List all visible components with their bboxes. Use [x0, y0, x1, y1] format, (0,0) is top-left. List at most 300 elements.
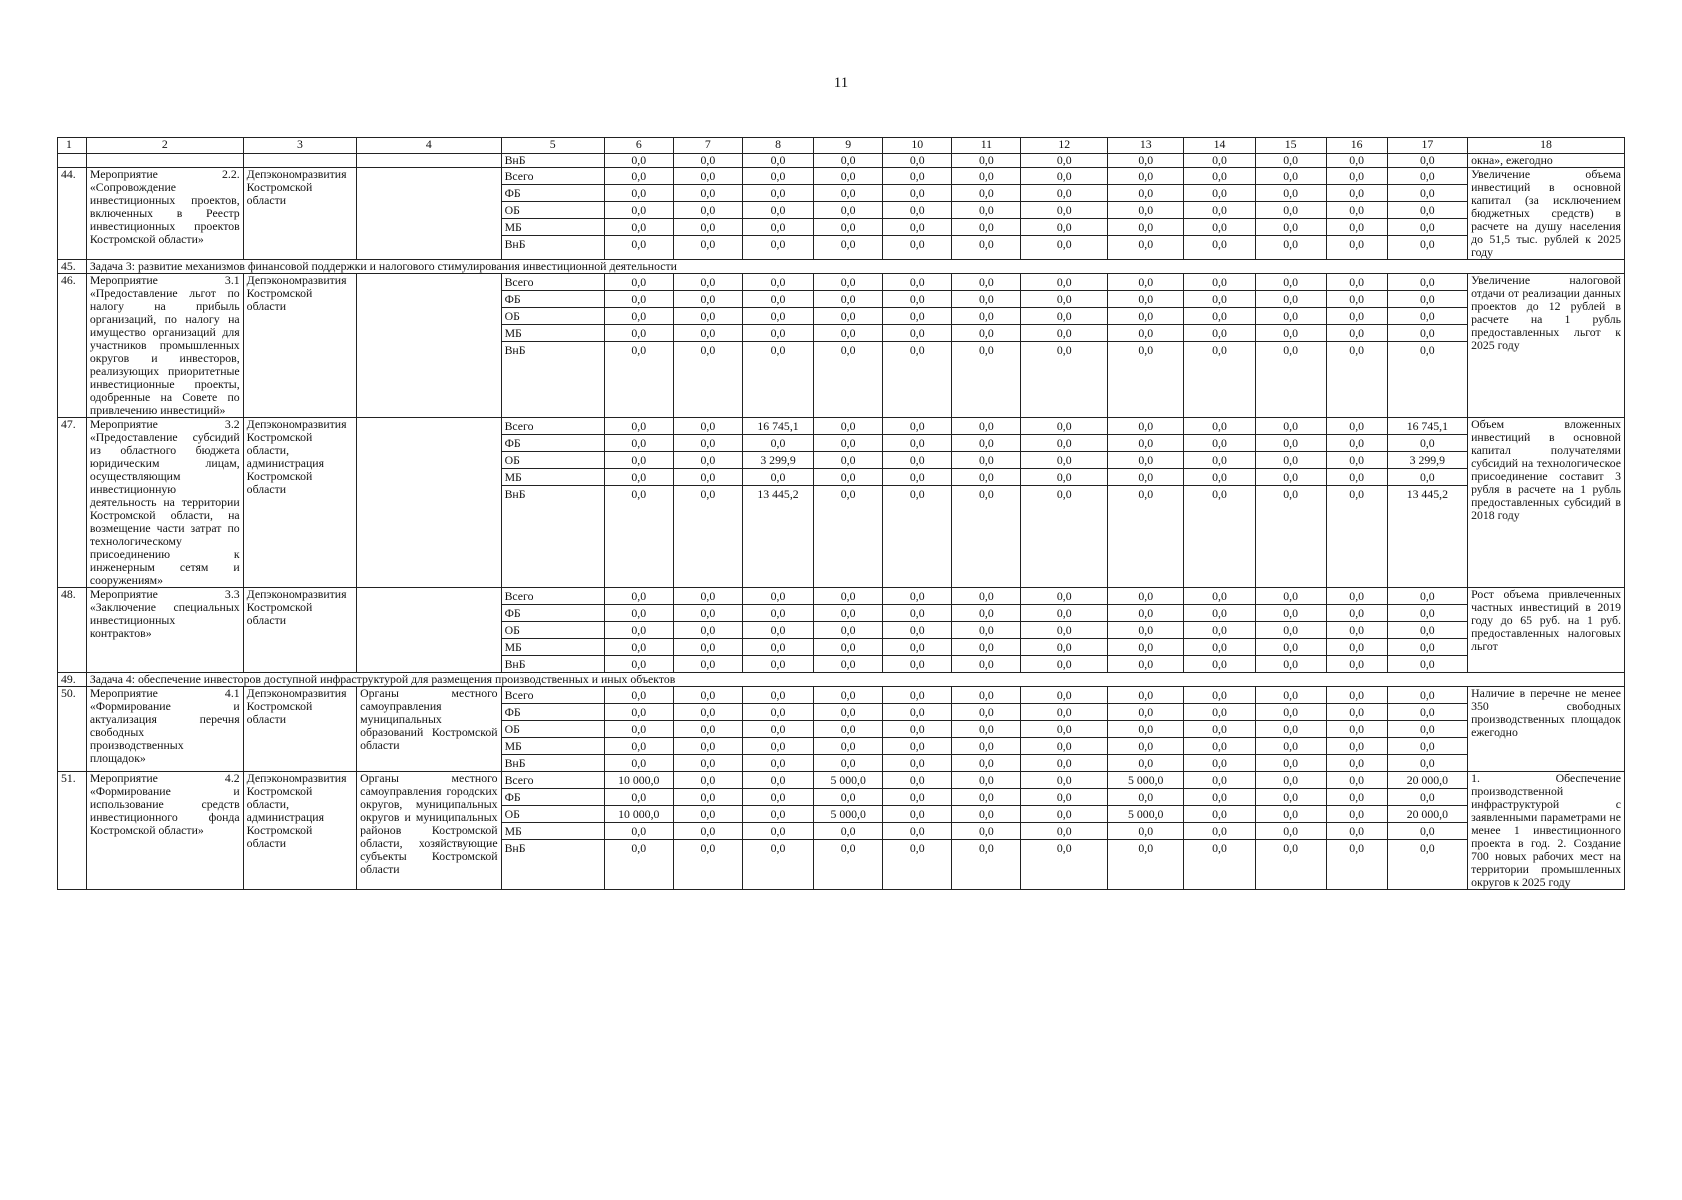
value-column [1184, 168, 1255, 260]
value-cell: 0,0 [1327, 219, 1387, 236]
value-cell: 0,0 [674, 721, 742, 738]
coexecutor-cell [357, 274, 501, 418]
value-cell: 0,0 [952, 185, 1020, 202]
value-cell: 0,0 [1021, 639, 1107, 656]
value-cell: 0,0 [1108, 452, 1183, 469]
value-cell: 0,0 [1388, 168, 1467, 185]
value-cell: 0,0 [814, 738, 882, 755]
value-cell: 0,0 [605, 291, 673, 308]
funding-source: ФБ [502, 291, 604, 308]
value-cell: 0,0 [742, 154, 813, 168]
value-cell: 0,0 [1388, 721, 1467, 738]
value-cell: 0,0 [814, 721, 882, 738]
funding-source: ФБ [502, 605, 604, 622]
value-cell: 0,0 [883, 202, 951, 219]
value-cell: 0,0 [952, 823, 1020, 840]
value-cell: 0,0 [883, 154, 952, 168]
value-cell: 0,0 [979, 756, 994, 770]
value-cell: 0,0 [1349, 487, 1365, 501]
value-cell: 0,0 [1256, 274, 1326, 291]
value-cell: 0,0 [1021, 772, 1107, 789]
table-row [58, 687, 1625, 772]
value-column [673, 168, 742, 260]
value-cell: 0,0 [674, 168, 742, 185]
value-cell: 0,0 [1327, 202, 1387, 219]
activity-name: Мероприятие 4.1 «Формирование и актуализация перечня свободных производственных площадок» [86, 687, 243, 772]
value-cell: 0,0 [605, 704, 673, 721]
value-cell: 0,0 [1021, 435, 1107, 452]
value-cell: 0,0 [1388, 687, 1467, 704]
value-cell: 0,0 [1256, 308, 1326, 325]
value-column [1184, 418, 1255, 588]
executor-cell: Депэкономразвития Костромской области [243, 274, 356, 418]
value-cell: 0,0 [814, 435, 882, 452]
value-cell: 0,0 [743, 185, 813, 202]
row-number: 45. [58, 260, 87, 274]
value-cell: 0,0 [605, 605, 673, 622]
value-column [1021, 588, 1108, 673]
value-cell: 0,0 [1388, 823, 1467, 840]
value-cell: 0,0 [909, 487, 925, 501]
value-cell: 0,0 [743, 772, 813, 789]
value-cell: 0,0 [1184, 418, 1254, 435]
value-cell: 0,0 [1388, 435, 1467, 452]
coexecutor-cell: Органы местного самоуправления городских округов, муниципальных округов и муниципальных районов Костромской области, хозяйствующие субъекты Костромской области [357, 772, 501, 890]
value-cell: 0,0 [883, 469, 951, 486]
coexecutor-cell: Органы местного самоуправления муниципальных образований Костромской области [357, 687, 501, 772]
value-cell: 0,0 [1108, 325, 1183, 342]
value-cell: 0,0 [883, 588, 951, 605]
value-column [952, 274, 1021, 418]
value-column [673, 588, 742, 673]
value-cell: 0,0 [840, 841, 856, 855]
value-cell: 0,0 [1349, 237, 1365, 251]
funding-source: Всего [502, 588, 604, 605]
value-cell: 0,0 [952, 219, 1020, 236]
value-cell: 0,0 [952, 154, 1021, 168]
value-cell: 0,0 [674, 806, 742, 823]
column-header: 18 [1468, 138, 1625, 154]
value-column [883, 168, 952, 260]
value-cell: 0,0 [1108, 588, 1183, 605]
value-cell: 0,0 [1056, 343, 1072, 357]
value-column [604, 418, 673, 588]
value-cell: 0,0 [883, 823, 951, 840]
value-column [1108, 418, 1184, 588]
value-cell: 0,0 [814, 274, 882, 291]
value-cell: 0,0 [674, 274, 742, 291]
value-cell: 0,0 [1184, 168, 1254, 185]
value-cell: 0,0 [743, 588, 813, 605]
value-column [1326, 772, 1387, 890]
value-cell: 0,0 [952, 622, 1020, 639]
value-cell: 0,0 [743, 202, 813, 219]
value-cell: 0,0 [1327, 704, 1387, 721]
value-cell: 0,0 [883, 308, 951, 325]
value-cell: 0,0 [1419, 756, 1435, 770]
value-cell: 0,0 [1388, 738, 1467, 755]
value-cell: 0,0 [883, 789, 951, 806]
value-cell: 0,0 [674, 639, 742, 656]
value-column [883, 772, 952, 890]
funding-sources [501, 588, 604, 673]
value-column [742, 168, 813, 260]
value-cell: 0,0 [743, 435, 813, 452]
value-cell: 0,0 [1388, 639, 1467, 656]
value-cell: 0,0 [1327, 605, 1387, 622]
table-body [58, 138, 1625, 890]
value-cell: 0,0 [1108, 823, 1183, 840]
value-cell: 0,0 [1184, 154, 1255, 168]
value-cell: 0,0 [952, 325, 1020, 342]
funding-source: МБ [502, 823, 604, 840]
value-cell: 0,0 [674, 469, 742, 486]
value-cell: 0,0 [952, 605, 1020, 622]
value-cell: 0,0 [1108, 721, 1183, 738]
value-cell: 0,0 [1184, 274, 1254, 291]
value-cell: 5 000,0 [814, 772, 882, 789]
value-cell: 0,0 [952, 308, 1020, 325]
value-cell: 0,0 [909, 841, 925, 855]
value-cell: 0,0 [1184, 721, 1254, 738]
value-cell: 0,0 [1108, 704, 1183, 721]
table-row [58, 154, 1625, 168]
value-cell: 0,0 [743, 823, 813, 840]
value-cell: 0,0 [909, 657, 925, 671]
value-cell: 0,0 [605, 789, 673, 806]
executor-cell: Депэкономразвития Костромской области [243, 687, 356, 772]
value-cell: 0,0 [979, 841, 994, 855]
value-cell: 0,0 [1327, 469, 1387, 486]
value-cell: 0,0 [1108, 435, 1183, 452]
value-cell: 0,0 [1021, 721, 1107, 738]
value-cell: 0,0 [814, 154, 883, 168]
column-header: 2 [86, 138, 243, 154]
value-cell: 0,0 [1283, 756, 1299, 770]
value-cell: 0,0 [1256, 772, 1326, 789]
value-cell: 20 000,0 [1388, 772, 1467, 789]
funding-source: Всего [502, 274, 604, 291]
value-cell: 0,0 [674, 588, 742, 605]
value-cell: 0,0 [674, 308, 742, 325]
value-column [1184, 274, 1255, 418]
value-cell: 0,0 [883, 622, 951, 639]
funding-source: ВнБ [504, 841, 526, 855]
value-cell: 0,0 [1138, 756, 1154, 770]
column-header: 17 [1387, 138, 1467, 154]
value-column [1387, 274, 1467, 418]
value-column [673, 274, 742, 418]
value-cell: 0,0 [883, 806, 951, 823]
funding-source: ОБ [502, 806, 604, 823]
funding-sources [501, 274, 604, 418]
value-column [1255, 687, 1326, 772]
value-cell: 0,0 [1056, 237, 1072, 251]
row-number: 48. [58, 588, 87, 673]
value-cell: 0,0 [1256, 605, 1326, 622]
value-cell: 0,0 [1388, 789, 1467, 806]
value-cell: 0,0 [1021, 325, 1107, 342]
value-cell: 0,0 [1283, 657, 1299, 671]
value-cell: 0,0 [1388, 588, 1467, 605]
value-cell: 0,0 [1256, 168, 1326, 185]
value-column [1326, 687, 1387, 772]
column-header: 12 [1021, 138, 1108, 154]
value-column [952, 588, 1021, 673]
funding-source: МБ [502, 738, 604, 755]
value-cell: 0,0 [1021, 789, 1107, 806]
value-column [742, 772, 813, 890]
value-cell: 0,0 [631, 487, 647, 501]
column-header: 14 [1184, 138, 1255, 154]
executor-cell: Депэкономразвития Костромской области, администрация Костромской области [243, 772, 356, 890]
value-cell: 0,0 [979, 237, 994, 251]
value-cell: 0,0 [674, 622, 742, 639]
row-number: 51. [58, 772, 87, 890]
column-header: 3 [243, 138, 356, 154]
value-cell: 0,0 [770, 343, 786, 357]
value-cell: 0,0 [1256, 806, 1326, 823]
executor-cell: Депэкономразвития Костромской области [243, 168, 356, 260]
value-cell: 0,0 [1138, 657, 1154, 671]
funding-source: МБ [502, 639, 604, 656]
value-cell: 0,0 [1388, 622, 1467, 639]
value-cell: 0,0 [674, 291, 742, 308]
value-cell: 0,0 [979, 343, 994, 357]
value-cell: 0,0 [743, 704, 813, 721]
value-cell: 0,0 [883, 605, 951, 622]
value-cell: 5 000,0 [814, 806, 882, 823]
value-cell: 0,0 [1021, 418, 1107, 435]
value-cell: 0,0 [883, 274, 951, 291]
value-cell: 0,0 [631, 841, 647, 855]
task-title: Задача 3: развитие механизмов финансовой поддержки и налогового стимулирования инвестиционной деятельности [86, 260, 1624, 274]
value-cell: 0,0 [1184, 823, 1254, 840]
column-header: 10 [883, 138, 952, 154]
value-column [1326, 168, 1387, 260]
value-cell: 0,0 [1255, 154, 1326, 168]
value-cell: 0,0 [1021, 622, 1107, 639]
value-column [1387, 687, 1467, 772]
value-cell: 0,0 [814, 639, 882, 656]
value-cell: 0,0 [1256, 469, 1326, 486]
table-row [58, 588, 1625, 673]
value-cell: 0,0 [1212, 756, 1227, 770]
value-cell: 0,0 [1327, 687, 1387, 704]
value-cell: 0,0 [840, 657, 856, 671]
value-cell: 0,0 [1327, 185, 1387, 202]
column-header: 15 [1255, 138, 1326, 154]
value-cell: 0,0 [883, 291, 951, 308]
value-cell: 0,0 [1256, 789, 1326, 806]
value-cell: 0,0 [674, 452, 742, 469]
value-cell: 0,0 [674, 185, 742, 202]
value-cell: 0,0 [1388, 291, 1467, 308]
task-title: Задача 4: обеспечение инвесторов доступной инфраструктурой для размещения производственных и иных объектов [86, 673, 1624, 687]
value-cell: 0,0 [952, 418, 1020, 435]
value-cell: 0,0 [1256, 721, 1326, 738]
value-cell: 0,0 [814, 687, 882, 704]
value-cell: 0,0 [1108, 185, 1183, 202]
value-cell: 0,0 [1021, 308, 1107, 325]
value-cell: 0,0 [605, 738, 673, 755]
value-cell: 5 000,0 [1108, 772, 1183, 789]
activity-name: Мероприятие 3.1 «Предоставление льгот по налогу на прибыль организаций, по налогу на имущество организаций для участников промышленных округов и инвесторов, реализующих приоритетные инвестиционные проекты, одобренные на Совете по привлечению инвестиций» [86, 274, 243, 418]
value-cell: 0,0 [1021, 154, 1108, 168]
value-cell: 0,0 [605, 469, 673, 486]
value-column [1108, 772, 1184, 890]
value-column [1326, 274, 1387, 418]
value-column [814, 687, 883, 772]
value-cell: 0,0 [883, 168, 951, 185]
value-cell: 0,0 [631, 657, 647, 671]
value-cell: 0,0 [883, 219, 951, 236]
value-cell: 0,0 [1021, 806, 1107, 823]
value-cell: 0,0 [605, 639, 673, 656]
value-cell: 0,0 [743, 789, 813, 806]
value-cell: 0,0 [952, 274, 1020, 291]
value-cell: 0,0 [631, 237, 647, 251]
value-cell: 0,0 [1184, 185, 1254, 202]
value-cell: 0,0 [1021, 168, 1107, 185]
value-column [604, 687, 673, 772]
value-cell: 0,0 [1256, 452, 1326, 469]
value-cell: 0,0 [883, 418, 951, 435]
value-cell: 0,0 [1388, 274, 1467, 291]
value-cell: 0,0 [674, 202, 742, 219]
funding-source: МБ [502, 219, 604, 236]
value-cell: 0,0 [1327, 806, 1387, 823]
value-cell: 0,0 [1327, 738, 1387, 755]
value-cell: 0,0 [1056, 756, 1072, 770]
value-cell: 0,0 [674, 772, 742, 789]
value-column [604, 274, 673, 418]
value-cell: 0,0 [1108, 219, 1183, 236]
value-cell: 0,0 [743, 274, 813, 291]
value-column [883, 687, 952, 772]
funding-sources [501, 168, 604, 260]
value-cell: 0,0 [1184, 687, 1254, 704]
value-column [604, 588, 673, 673]
value-cell: 0,0 [1184, 452, 1254, 469]
value-cell: 0,0 [952, 721, 1020, 738]
value-cell: 0,0 [1326, 154, 1387, 168]
value-cell: 0,0 [840, 237, 856, 251]
result-cell: Увеличение объема инвестиций в основной капитал (за исключением бюджетных средств) в расчете на душу населения до 51,5 тыс. рублей к 2025 году [1468, 168, 1625, 260]
value-cell: 0,0 [814, 325, 882, 342]
value-cell: 0,0 [674, 435, 742, 452]
row-number: 49. [58, 673, 87, 687]
value-cell: 0,0 [631, 756, 647, 770]
funding-source: ОБ [502, 202, 604, 219]
funding-source: ВнБ [504, 237, 526, 251]
value-column [1387, 168, 1467, 260]
value-cell: 0,0 [1138, 487, 1154, 501]
value-cell: 0,0 [1021, 687, 1107, 704]
value-cell: 0,0 [770, 657, 786, 671]
value-cell: 0,0 [952, 588, 1020, 605]
value-column [814, 588, 883, 673]
table-row [58, 274, 1625, 418]
value-cell: 0,0 [1184, 772, 1254, 789]
value-cell: 0,0 [952, 738, 1020, 755]
value-cell: 0,0 [814, 789, 882, 806]
value-cell: 0,0 [1419, 841, 1435, 855]
funding-source: ОБ [502, 622, 604, 639]
value-cell: 0,0 [770, 841, 786, 855]
value-cell: 0,0 [1184, 219, 1254, 236]
empty-cell [86, 154, 243, 168]
column-header: 6 [604, 138, 673, 154]
value-cell: 0,0 [883, 452, 951, 469]
value-cell: 0,0 [952, 291, 1020, 308]
funding-source: ВнБ [501, 154, 604, 168]
task-row [58, 260, 1625, 274]
value-cell: 0,0 [1108, 168, 1183, 185]
value-cell: 0,0 [1184, 704, 1254, 721]
value-cell: 0,0 [1212, 237, 1227, 251]
value-cell: 0,0 [743, 738, 813, 755]
value-cell: 0,0 [700, 756, 716, 770]
value-cell: 0,0 [814, 588, 882, 605]
value-cell: 0,0 [1108, 202, 1183, 219]
value-column [1255, 274, 1326, 418]
funding-source: ВнБ [504, 343, 526, 357]
value-column [814, 418, 883, 588]
value-cell: 0,0 [1021, 605, 1107, 622]
value-column [1108, 588, 1184, 673]
result-cell: окна», ежегодно [1468, 154, 1625, 168]
value-cell: 0,0 [1327, 325, 1387, 342]
result-cell: Наличие в перечне не менее 350 свободных производственных площадок ежегодно [1468, 687, 1625, 772]
value-cell: 16 745,1 [1388, 418, 1467, 435]
funding-source: ФБ [502, 704, 604, 721]
value-cell: 0,0 [1108, 622, 1183, 639]
value-column [1255, 418, 1326, 588]
column-header: 11 [952, 138, 1021, 154]
value-column [814, 168, 883, 260]
value-cell: 0,0 [1327, 291, 1387, 308]
value-cell: 0,0 [1283, 841, 1299, 855]
value-cell: 0,0 [605, 435, 673, 452]
value-cell: 0,0 [743, 622, 813, 639]
value-cell: 0,0 [1184, 806, 1254, 823]
value-column [883, 418, 952, 588]
result-cell: Объем вложенных инвестиций в основной капитал получателями субсидий на технологическое присоединение составит 3 рубля в расчете на 1 рубль предоставленных субсидий в 2018 году [1468, 418, 1625, 588]
value-cell: 0,0 [1056, 487, 1072, 501]
funding-source: ОБ [502, 308, 604, 325]
column-header: 7 [673, 138, 742, 154]
value-cell: 0,0 [605, 687, 673, 704]
value-cell: 0,0 [979, 487, 994, 501]
table-row [58, 772, 1625, 890]
value-column [1021, 687, 1108, 772]
value-cell: 3 299,9 [1388, 452, 1467, 469]
value-cell: 0,0 [1108, 469, 1183, 486]
column-header: 5 [501, 138, 604, 154]
value-cell: 0,0 [743, 325, 813, 342]
value-cell: 13 445,2 [1406, 487, 1448, 501]
row-number: 46. [58, 274, 87, 418]
value-cell: 0,0 [1327, 435, 1387, 452]
value-column [1326, 588, 1387, 673]
funding-source: ФБ [502, 435, 604, 452]
value-cell: 0,0 [883, 639, 951, 656]
value-column [814, 274, 883, 418]
value-cell: 0,0 [1327, 274, 1387, 291]
value-column [742, 687, 813, 772]
row-number: 50. [58, 687, 87, 772]
